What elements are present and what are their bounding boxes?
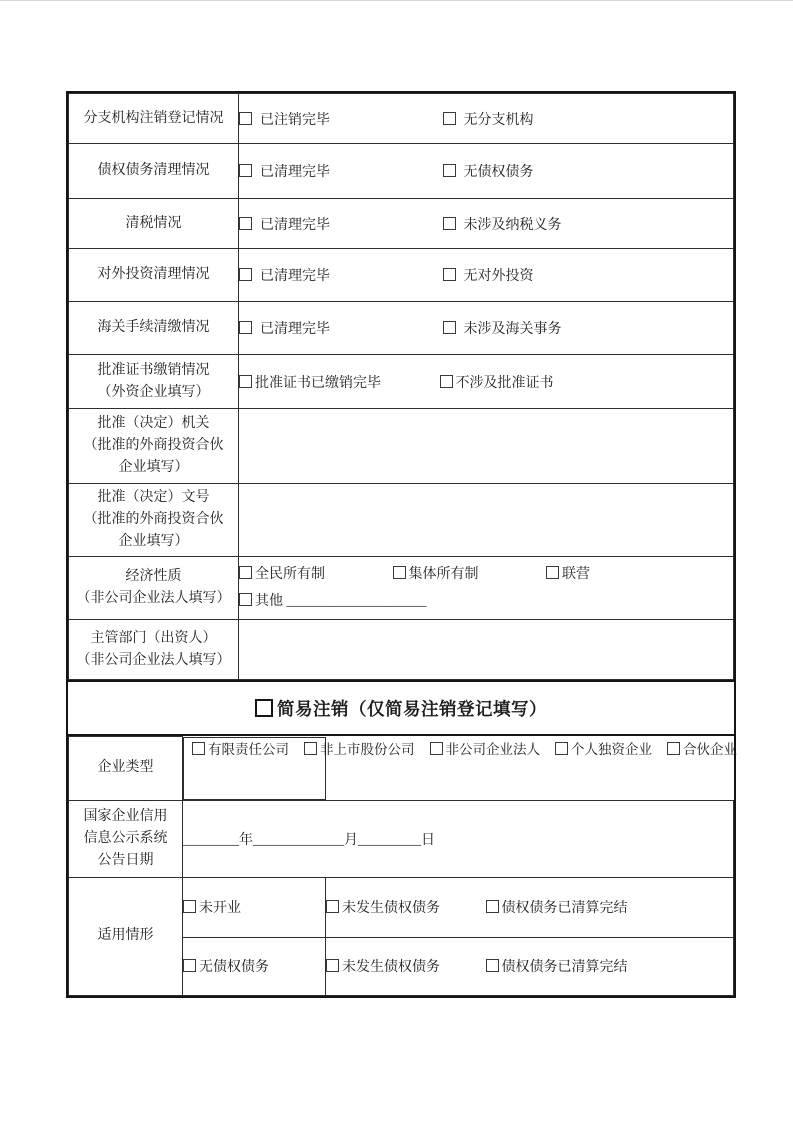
option-label: 已注销完毕 bbox=[260, 112, 330, 128]
row-label-note: 企业填写） bbox=[118, 534, 189, 549]
checkbox-option[interactable] bbox=[239, 588, 283, 615]
row-label: 适用情形 bbox=[97, 928, 154, 943]
row-label: 经济性质 bbox=[125, 569, 182, 584]
checkbox-option[interactable] bbox=[486, 956, 628, 976]
option-label: 无对外投资 bbox=[463, 269, 534, 284]
table-row bbox=[69, 620, 734, 680]
checkbox-option[interactable] bbox=[239, 109, 439, 129]
checkbox-option[interactable] bbox=[555, 738, 652, 758]
checkbox-icon[interactable] bbox=[443, 268, 456, 281]
table-row bbox=[69, 800, 734, 877]
row-label: 公告日期 bbox=[97, 852, 154, 868]
row-label: 主管部门（出资人） bbox=[90, 630, 217, 646]
option-label: 已清理完毕 bbox=[260, 269, 330, 284]
row-label: 债权债务清理情况 bbox=[97, 163, 210, 178]
checkbox-option[interactable] bbox=[326, 956, 482, 976]
checkbox-icon[interactable] bbox=[239, 593, 252, 606]
option-label: 联营 bbox=[562, 567, 590, 582]
empty-cell bbox=[239, 620, 734, 680]
row-label: 企业类型 bbox=[97, 760, 154, 776]
row-label: 信息公示系统 bbox=[83, 830, 168, 846]
section-title: 简易注销（仅简易注销登记填写） bbox=[277, 698, 547, 719]
checkbox-option[interactable] bbox=[443, 318, 562, 338]
checkbox-icon[interactable] bbox=[443, 321, 456, 334]
table-row bbox=[69, 144, 734, 199]
checkbox-option[interactable] bbox=[546, 561, 590, 588]
table-row bbox=[69, 409, 734, 484]
option-label: 无债权债务 bbox=[463, 165, 534, 180]
row-label: 清税情况 bbox=[125, 215, 182, 231]
checkbox-icon[interactable] bbox=[430, 742, 443, 755]
table-row bbox=[69, 199, 734, 249]
checkbox-option[interactable] bbox=[239, 161, 439, 181]
option-label: 不涉及批准证书 bbox=[455, 375, 554, 391]
row-label-note: （非公司企业法人填写） bbox=[76, 652, 231, 668]
fill-in-blank: ____________________ bbox=[286, 594, 427, 609]
checkbox-icon[interactable] bbox=[326, 959, 339, 972]
checkbox-option[interactable] bbox=[443, 265, 534, 285]
simple-section-table bbox=[68, 736, 737, 996]
option-label: 无分支机构 bbox=[463, 112, 534, 128]
row-label: 海关手续清缴情况 bbox=[97, 320, 210, 335]
checkbox-option[interactable] bbox=[443, 214, 562, 234]
checkbox-option[interactable] bbox=[239, 265, 439, 285]
checkbox-icon[interactable] bbox=[486, 900, 499, 913]
option-label: 个人独资企业 bbox=[571, 741, 652, 757]
checkbox-icon[interactable] bbox=[486, 959, 499, 972]
row-label: 对外投资清理情况 bbox=[97, 267, 210, 282]
checkbox-option[interactable] bbox=[239, 561, 389, 588]
empty-cell bbox=[239, 484, 734, 557]
option-label: 无债权债务 bbox=[199, 960, 269, 975]
checkbox-icon[interactable] bbox=[304, 742, 317, 755]
checkbox-option[interactable] bbox=[443, 109, 534, 129]
row-label: 批准（决定）文号 bbox=[97, 490, 210, 505]
option-label: 已清理完毕 bbox=[260, 322, 330, 337]
checkbox-icon[interactable] bbox=[440, 375, 453, 388]
row-label-note: （批准的外商投资合伙 bbox=[83, 438, 224, 453]
general-section-table bbox=[68, 93, 734, 680]
row-label: 分支机构注销登记情况 bbox=[83, 110, 224, 126]
checkbox-icon[interactable] bbox=[239, 375, 252, 388]
table-row bbox=[69, 355, 734, 409]
table-row bbox=[69, 94, 734, 144]
row-label: 批准（决定）机关 bbox=[97, 416, 210, 431]
option-label: 集体所有制 bbox=[408, 567, 479, 582]
option-label: 未发生债权债务 bbox=[342, 901, 440, 916]
option-label: 非上市股份公司 bbox=[320, 741, 415, 757]
option-label: 非公司企业法人 bbox=[445, 741, 540, 757]
date-fill-in: ________年_____________月_________日 bbox=[183, 832, 435, 848]
checkbox-icon[interactable] bbox=[239, 566, 252, 579]
checkbox-option[interactable] bbox=[393, 561, 543, 588]
checkbox-option[interactable] bbox=[486, 897, 628, 917]
option-label: 已清理完毕 bbox=[260, 217, 330, 233]
checkbox-icon[interactable] bbox=[255, 699, 273, 717]
checkbox-icon[interactable] bbox=[239, 112, 252, 125]
checkbox-icon[interactable] bbox=[667, 742, 680, 755]
table-row bbox=[69, 557, 734, 620]
checkbox-option[interactable] bbox=[326, 897, 482, 917]
row-label: 国家企业信用 bbox=[83, 808, 168, 824]
row-label-note: （外资企业填写） bbox=[97, 384, 210, 400]
row-label-note: （批准的外商投资合伙 bbox=[83, 512, 224, 527]
checkbox-option[interactable] bbox=[183, 956, 269, 976]
table-row bbox=[69, 737, 734, 801]
checkbox-option[interactable] bbox=[192, 738, 289, 758]
checkbox-icon[interactable] bbox=[443, 217, 456, 230]
checkbox-icon[interactable] bbox=[239, 268, 252, 281]
option-label: 未发生债权债务 bbox=[342, 960, 440, 975]
deregistration-form bbox=[66, 91, 736, 998]
option-label: 未涉及纳税义务 bbox=[463, 217, 562, 233]
checkbox-option[interactable] bbox=[443, 161, 534, 181]
checkbox-option[interactable] bbox=[304, 738, 415, 758]
row-label-note: （非公司企业法人填写） bbox=[76, 591, 231, 606]
checkbox-icon[interactable] bbox=[393, 566, 406, 579]
checkbox-icon[interactable] bbox=[555, 742, 568, 755]
option-label: 债权债务已清算完结 bbox=[501, 901, 628, 916]
empty-cell bbox=[239, 409, 734, 484]
checkbox-icon[interactable] bbox=[443, 112, 456, 125]
table-row bbox=[69, 249, 734, 302]
checkbox-icon[interactable] bbox=[239, 217, 252, 230]
option-label: 合伙企业 bbox=[683, 741, 737, 757]
table-row bbox=[69, 302, 734, 355]
table-row bbox=[69, 877, 734, 937]
option-label: 有限责任公司 bbox=[208, 741, 289, 757]
checkbox-option[interactable] bbox=[667, 738, 737, 758]
checkbox-option[interactable] bbox=[239, 214, 439, 234]
simple-dereg-section-header bbox=[68, 680, 734, 736]
checkbox-icon[interactable] bbox=[183, 900, 196, 913]
checkbox-icon[interactable] bbox=[546, 566, 559, 579]
checkbox-option[interactable] bbox=[430, 738, 541, 758]
row-label-note: 企业填写） bbox=[118, 460, 189, 475]
checkbox-icon[interactable] bbox=[443, 164, 456, 177]
checkbox-icon[interactable] bbox=[239, 321, 252, 334]
row-label: 批准证书缴销情况 bbox=[97, 362, 210, 378]
option-label: 债权债务已清算完结 bbox=[501, 960, 628, 975]
checkbox-icon[interactable] bbox=[239, 164, 252, 177]
checkbox-icon[interactable] bbox=[326, 900, 339, 913]
option-label: 其他 bbox=[255, 594, 283, 609]
checkbox-icon[interactable] bbox=[192, 742, 205, 755]
checkbox-icon[interactable] bbox=[183, 959, 196, 972]
option-label: 已清理完毕 bbox=[260, 165, 330, 180]
option-label: 未开业 bbox=[199, 901, 241, 916]
checkbox-option[interactable] bbox=[183, 897, 241, 917]
checkbox-option[interactable] bbox=[440, 372, 554, 392]
option-label: 全民所有制 bbox=[255, 567, 325, 582]
checkbox-option[interactable] bbox=[239, 372, 436, 392]
option-label: 批准证书已缴销完毕 bbox=[255, 375, 381, 391]
checkbox-option[interactable] bbox=[239, 318, 439, 338]
table-row bbox=[69, 484, 734, 557]
option-label: 未涉及海关事务 bbox=[463, 322, 562, 337]
